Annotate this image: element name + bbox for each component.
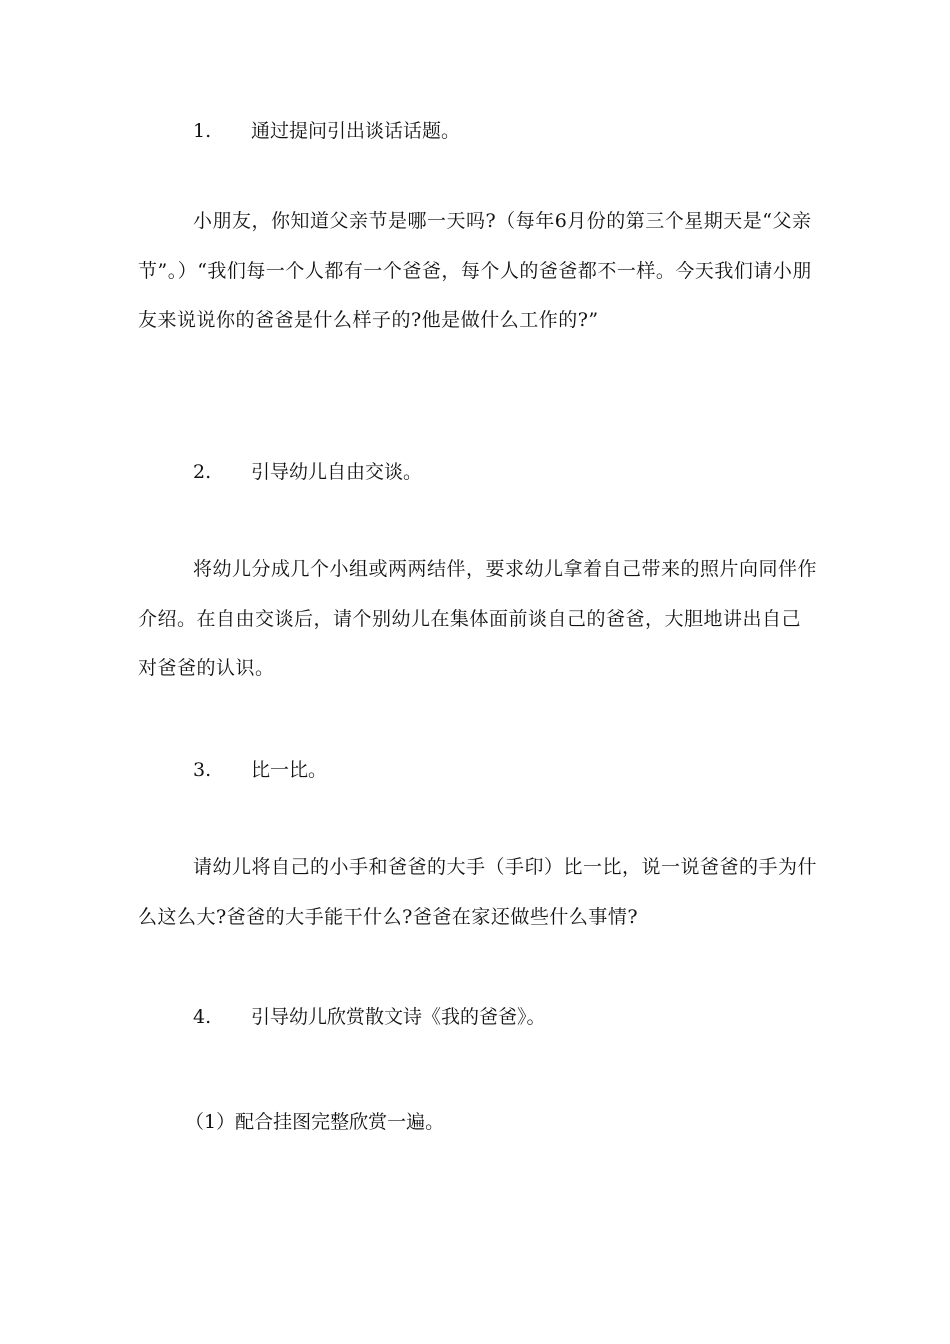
section-title: 比一比。 (251, 759, 328, 781)
sub-item-1: （1）配合挂图完整欣赏一遍。 (185, 1111, 445, 1133)
section-number: 3. (193, 759, 212, 781)
section-heading-1 (193, 118, 460, 144)
section-heading-3 (193, 757, 327, 783)
section-title: 通过提问引出谈话话题。 (251, 120, 461, 142)
paragraph-2: 将幼儿分成几个小组或两两结伴，要求幼儿拿着自己带来的照片向同伴作介绍。在自由交谈后，请个别幼儿在集体面前谈自己的爸爸，大胆地讲出自己对爸爸的认识。 (138, 558, 818, 679)
section-title: 引导幼儿欣赏散文诗《我的爸爸》。 (251, 1006, 546, 1028)
paragraph-1: 小朋友，你知道父亲节是哪一天吗?（每年6月份的第三个星期天是“父亲节”。）“我们每一个人都有一个爸爸，每个人的爸爸都不一样。今天我们请小朋友来说说你的爸爸是什么样子的?他是做什么工作的?” (138, 210, 812, 331)
section-number: 1. (193, 120, 212, 142)
section-number: 2. (193, 461, 212, 483)
section-heading-2 (193, 459, 422, 485)
section-heading-4 (193, 1004, 546, 1030)
section-number: 4. (193, 1006, 212, 1028)
section-title: 引导幼儿自由交谈。 (251, 461, 423, 483)
paragraph-3: 请幼儿将自己的小手和爸爸的大手（手印）比一比，说一说爸爸的手为什么这么大?爸爸的大手能干什么?爸爸在家还做些什么事情? (138, 856, 818, 928)
